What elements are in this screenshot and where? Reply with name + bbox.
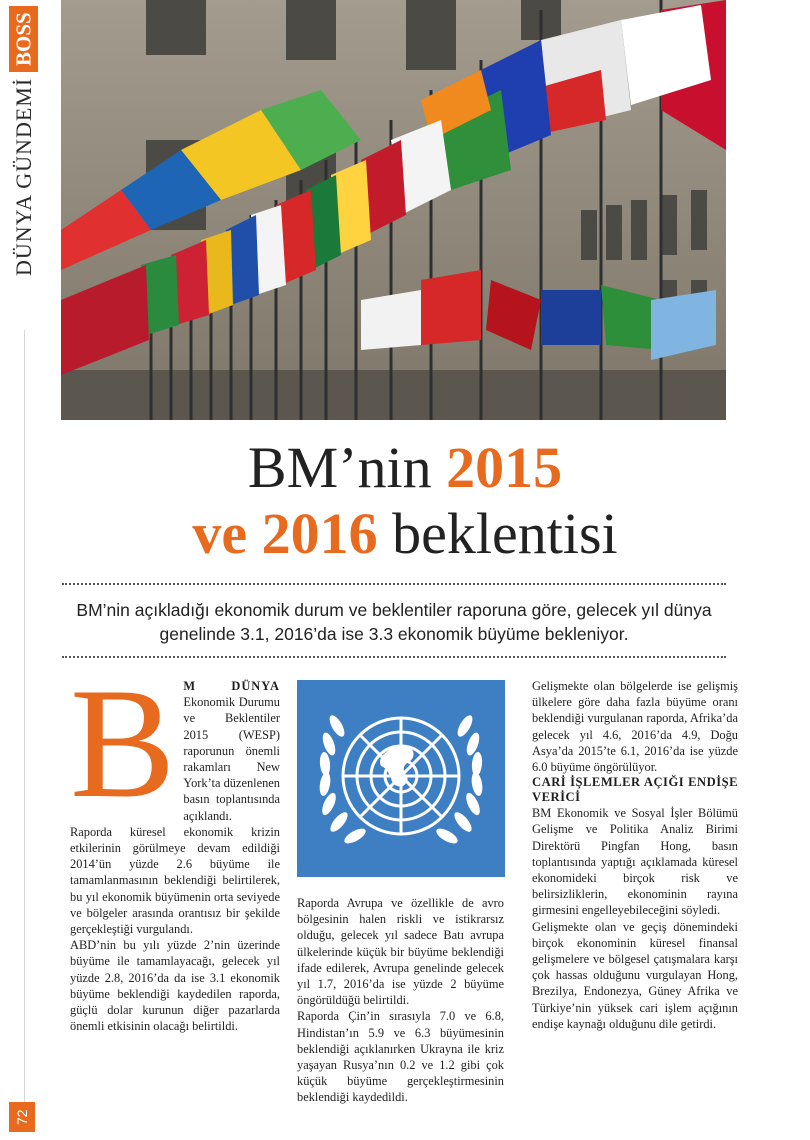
un-emblem-icon — [297, 680, 505, 877]
lead-in-bold: M DÜNYA — [183, 679, 280, 693]
body-column-2 — [297, 895, 504, 1106]
subheading: CARİ İŞLEMLER AÇIĞI ENDİŞE VERİCİ — [532, 775, 738, 805]
title-line-2 — [60, 501, 750, 567]
side-band — [8, 0, 40, 1140]
section-label — [8, 6, 40, 322]
paragraph-7: BM Ekonomik ve Sosyal İşler Bölümü Gelişme ve Politika Analiz Birimi Direktörü Pingfan Hong, basın toplantısında yaptığı açıklamada küresel ekonomideki birçok risk ve belirsizliklerin, ekonominin rayına girmesini engelleyebileceğini söyledi. — [532, 806, 738, 918]
paragraph-1-text: Ekonomik Durumu ve Beklentiler 2015 (WESP) raporunun önemli rakamları New York’ta düzenlenen basın toplantısında açıklandı. — [183, 695, 280, 823]
section-name: DÜNYA GÜNDEMİ — [11, 77, 36, 276]
paragraph-3: ABD’nin bu yılı yüzde 2’nin üzerinde büyüme ile tamamlayacağı, gelecek yıl yüzde 2.8, 2016’da da ise 3.1 ekonomik büyüme beklendiği kaydedilen raporda, güçlü dolar kurunun diğer pazarlarda önemli etkisinin olacağı belirtildi. — [70, 938, 280, 1034]
paragraph-5: Raporda Çin’in sırasıyla 7.0 ve 6.8, Hindistan’ın 5.9 ve 6.3 büyümesinin beklendiği açıklanırken Ukrayna ile kriz yaşayan Rusya’nın 0.2 ve 1.2 gibi çok küçük büyüme gerçekleştirmesinin beklendiği kaydedildi. — [297, 1009, 504, 1105]
side-divider — [24, 330, 25, 1120]
article-title — [60, 435, 750, 567]
paragraph-4: Raporda Avrupa ve özellikle de avro bölgesinin halen riskli ve istikrarsız olduğu, gelecek yıl sadece Batı avrupa ülkelerinde küçük bir büyüme beklendiği ifade edilerek, Avrupa genelinde gelecek yıl 1.7, 2016’da ise yüzde 2 büyüme öngörüldüğü belirtildi. — [297, 896, 504, 1008]
paragraph-2: Raporda küresel ekonomik krizin etkilerinin görülmeye devam edildiği 2014’ün yüzde 2.6 büyüme ile tamamlanmasının beklendiği belirtilerek, bu yıl ekonomik büyümenin orta seviyede ve bölgeler arasında orantısız bir şekilde gerçekleştiği vurgulandı. — [70, 824, 280, 937]
magazine-brand: BOSS — [10, 6, 39, 72]
drop-cap: B — [70, 656, 176, 831]
title-highlight-2: ve 2016 — [192, 501, 378, 566]
title-line-1 — [60, 435, 750, 501]
flags-illustration — [61, 0, 726, 420]
title-highlight-1: 2015 — [446, 435, 563, 500]
hero-flags-photo — [61, 0, 726, 420]
un-emblem-image — [297, 680, 505, 877]
body-column-3 — [532, 678, 738, 1032]
article-lead: BM’nin açıkladığı ekonomik durum ve beklentiler raporuna göre, gelecek yıl dünya genelinde 3.1, 2016’da ise 3.3 ekonomik büyüme bekleniyor. — [76, 600, 712, 644]
paragraph-8: Gelişmekte olan ve geçiş dönemindeki birçok ekonominin küresel finansal gelişmelere ve bölgesel çatışmalara karşı çok hassas olduğunu vurgulayan Hong, Brezilya, Endonezya, Güney Afrika ve Türkiye’nin yüksek cari işlem açığının endişe kaynağı olduğunu dile getirdi. — [532, 919, 738, 1031]
paragraph-6: Gelişmekte olan bölgelerde ise gelişmiş ülkelere göre daha fazla büyüme oranı beklendiği vurgulanan raporda, Afrika’da gelecek yıl 4.6, 2016’da 4.9, Doğu Asya’da 2015’te 6.1, 2016’da ise yüzde 6.0 büyüme öngörülüyor. — [532, 679, 738, 775]
title-text-2: beklentisi — [377, 501, 618, 566]
dotted-divider-top — [62, 583, 726, 585]
body-column-1 — [70, 656, 280, 1034]
page-number: 72 — [9, 1102, 35, 1132]
title-text-1: BM’nin — [247, 435, 447, 500]
